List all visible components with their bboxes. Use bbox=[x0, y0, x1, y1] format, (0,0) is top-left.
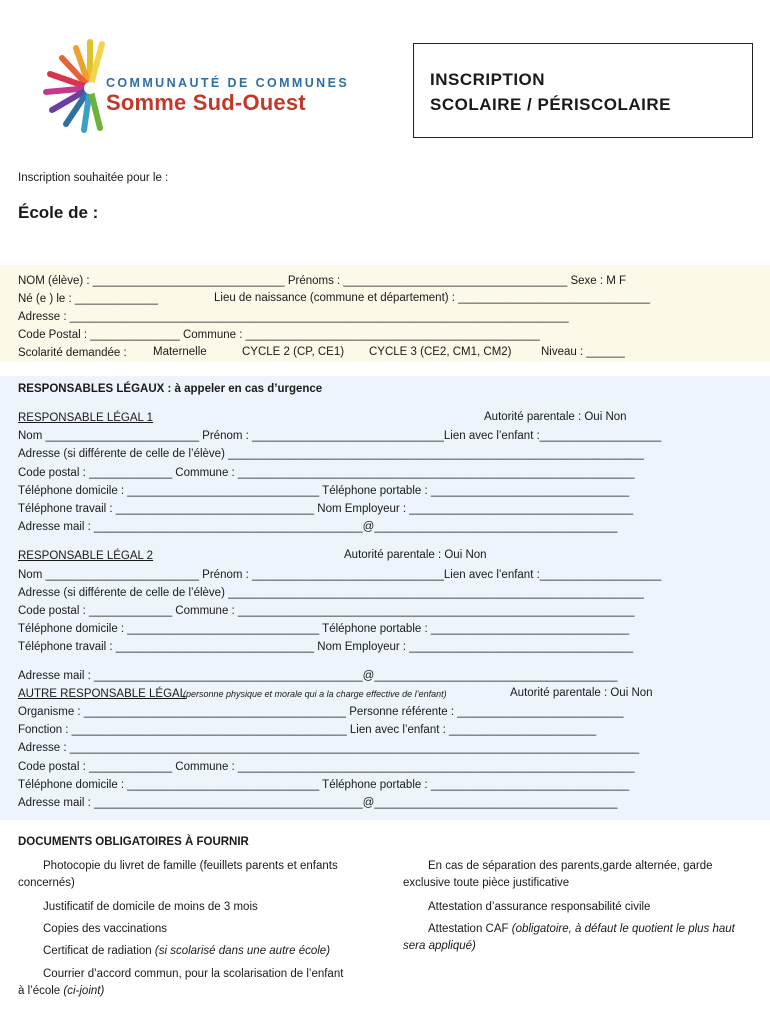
guardian2-phone-line[interactable]: Téléphone domicile : ______________________________ Téléphone portable : _______________________________ bbox=[18, 623, 630, 635]
form-title-line2: SCOLAIRE / PÉRISCOLAIRE bbox=[430, 95, 672, 114]
guardian1-authority[interactable]: Autorité parentale : Oui Non bbox=[484, 411, 627, 423]
logo bbox=[38, 30, 368, 140]
other-guardian-title: AUTRE RESPONSABLE LÉGAL bbox=[18, 688, 187, 700]
schooling-label: Scolarité demandée : bbox=[18, 347, 127, 359]
doc-separation-text: En cas de séparation des parents,garde alternée, garde exclusive toute pièce justificative bbox=[403, 860, 713, 889]
guardian2-email-line[interactable]: Adresse mail : __________________________________________@______________________________________ bbox=[18, 670, 618, 682]
guardian1-title: RESPONSABLE LÉGAL 1 bbox=[18, 412, 154, 424]
level-field[interactable]: Niveau : ______ bbox=[541, 346, 625, 358]
school-label: École de : bbox=[18, 203, 99, 222]
other-guardian-note: (personne physique et morale qui a la charge effective de l’enfant) bbox=[183, 689, 447, 699]
doc-family-book bbox=[18, 858, 348, 892]
other-phone-line[interactable]: Téléphone domicile : ______________________________ Téléphone portable : _______________________________ bbox=[18, 779, 630, 791]
legal-heading: RESPONSABLES LÉGAUX : à appeler en cas d’urgence bbox=[18, 383, 323, 395]
sun-logo-icon bbox=[38, 30, 108, 135]
doc-caf-note: (obligatoire, à défaut le quotient le plus haut sera appliqué) bbox=[403, 923, 735, 952]
guardian1-postal-line[interactable]: Code postal : _____________ Commune : ______________________________________________________________ bbox=[18, 467, 635, 479]
organization-line[interactable]: Organisme : _________________________________________ Personne référente : __________________________ bbox=[18, 706, 624, 718]
other-postal-line[interactable]: Code postal : _____________ Commune : ______________________________________________________________ bbox=[18, 761, 635, 773]
guardian2-name-line[interactable]: Nom ________________________ Prénom : ______________________________Lien avec l’enfant :___________________ bbox=[18, 569, 662, 581]
option-cycle2[interactable]: CYCLE 2 (CP, CE1) bbox=[242, 346, 345, 358]
function-line[interactable]: Fonction : ___________________________________________ Lien avec l’enfant : _______________________ bbox=[18, 724, 597, 736]
other-email-line[interactable]: Adresse mail : __________________________________________@______________________________________ bbox=[18, 797, 618, 809]
guardian2-title: RESPONSABLE LÉGAL 2 bbox=[18, 550, 154, 562]
doc-agreement-note: (ci-joint) bbox=[63, 985, 105, 997]
student-birthdate-line[interactable]: Né (e ) le : _____________ bbox=[18, 293, 159, 305]
doc-insurance: Attestation d’assurance responsabilité civile bbox=[428, 901, 651, 913]
doc-radiation-text: Certificat de radiation bbox=[43, 945, 152, 957]
other-guardian-authority[interactable]: Autorité parentale : Oui Non bbox=[510, 687, 653, 699]
doc-proof-of-address: Justificatif de domicile de moins de 3 mois bbox=[43, 901, 258, 913]
student-postal-line[interactable]: Code Postal : ______________ Commune : ______________________________________________ bbox=[18, 329, 540, 341]
logo-subtitle: COMMUNAUTÉ DE COMMUNES bbox=[106, 76, 350, 90]
student-name-line[interactable]: NOM (élève) : ______________________________ Prénoms : ___________________________________ Sexe : M F bbox=[18, 275, 627, 287]
doc-radiation bbox=[43, 943, 330, 960]
doc-caf bbox=[403, 921, 753, 955]
guardian1-work-line[interactable]: Téléphone travail : _______________________________ Nom Employeur : ___________________________________ bbox=[18, 503, 634, 515]
documents-heading: DOCUMENTS OBLIGATOIRES À FOURNIR bbox=[18, 836, 249, 848]
guardian2-postal-line[interactable]: Code postal : _____________ Commune : ______________________________________________________________ bbox=[18, 605, 635, 617]
doc-agreement-text: Courrier d’accord commun, pour la scolarisation de l’enfant à l’école bbox=[18, 968, 344, 997]
student-address-line[interactable]: Adresse : ______________________________________________________________________________ bbox=[18, 311, 569, 323]
option-cycle3[interactable]: CYCLE 3 (CE2, CM1, CM2) bbox=[369, 346, 512, 358]
doc-agreement-letter bbox=[18, 966, 348, 1000]
doc-vaccinations: Copies des vaccinations bbox=[43, 923, 168, 935]
logo-title: Somme Sud-Ouest bbox=[106, 90, 306, 115]
guardian2-authority[interactable]: Autorité parentale : Oui Non bbox=[344, 549, 487, 561]
doc-separation bbox=[403, 858, 753, 892]
guardian2-work-line[interactable]: Téléphone travail : _______________________________ Nom Employeur : ___________________________________ bbox=[18, 641, 634, 653]
doc-radiation-note: (si scolarisé dans une autre école) bbox=[154, 945, 331, 957]
inscription-wish-label: Inscription souhaitée pour le : bbox=[18, 172, 169, 184]
guardian1-name-line[interactable]: Nom ________________________ Prénom : ______________________________Lien avec l’enfant :___________________ bbox=[18, 430, 662, 442]
form-title-box bbox=[413, 43, 753, 138]
student-birthplace-line[interactable]: Lieu de naissance (commune et département) : ______________________________ bbox=[214, 292, 651, 304]
other-address-line[interactable]: Adresse : _________________________________________________________________________________________ bbox=[18, 742, 639, 754]
guardian1-address-line[interactable]: Adresse (si différente de celle de l’élève) _________________________________________________________________ bbox=[18, 448, 644, 460]
guardian1-phone-line[interactable]: Téléphone domicile : ______________________________ Téléphone portable : _______________________________ bbox=[18, 485, 630, 497]
option-maternelle[interactable]: Maternelle bbox=[153, 346, 207, 358]
doc-family-book-text: Photocopie du livret de famille (feuillets parents et enfants concernés) bbox=[18, 860, 338, 889]
guardian2-address-line[interactable]: Adresse (si différente de celle de l’élève) _________________________________________________________________ bbox=[18, 587, 644, 599]
form-title-line1: INSCRIPTION bbox=[430, 70, 546, 89]
guardian1-email-line[interactable]: Adresse mail : __________________________________________@______________________________________ bbox=[18, 521, 618, 533]
doc-caf-text: Attestation CAF bbox=[428, 923, 509, 935]
